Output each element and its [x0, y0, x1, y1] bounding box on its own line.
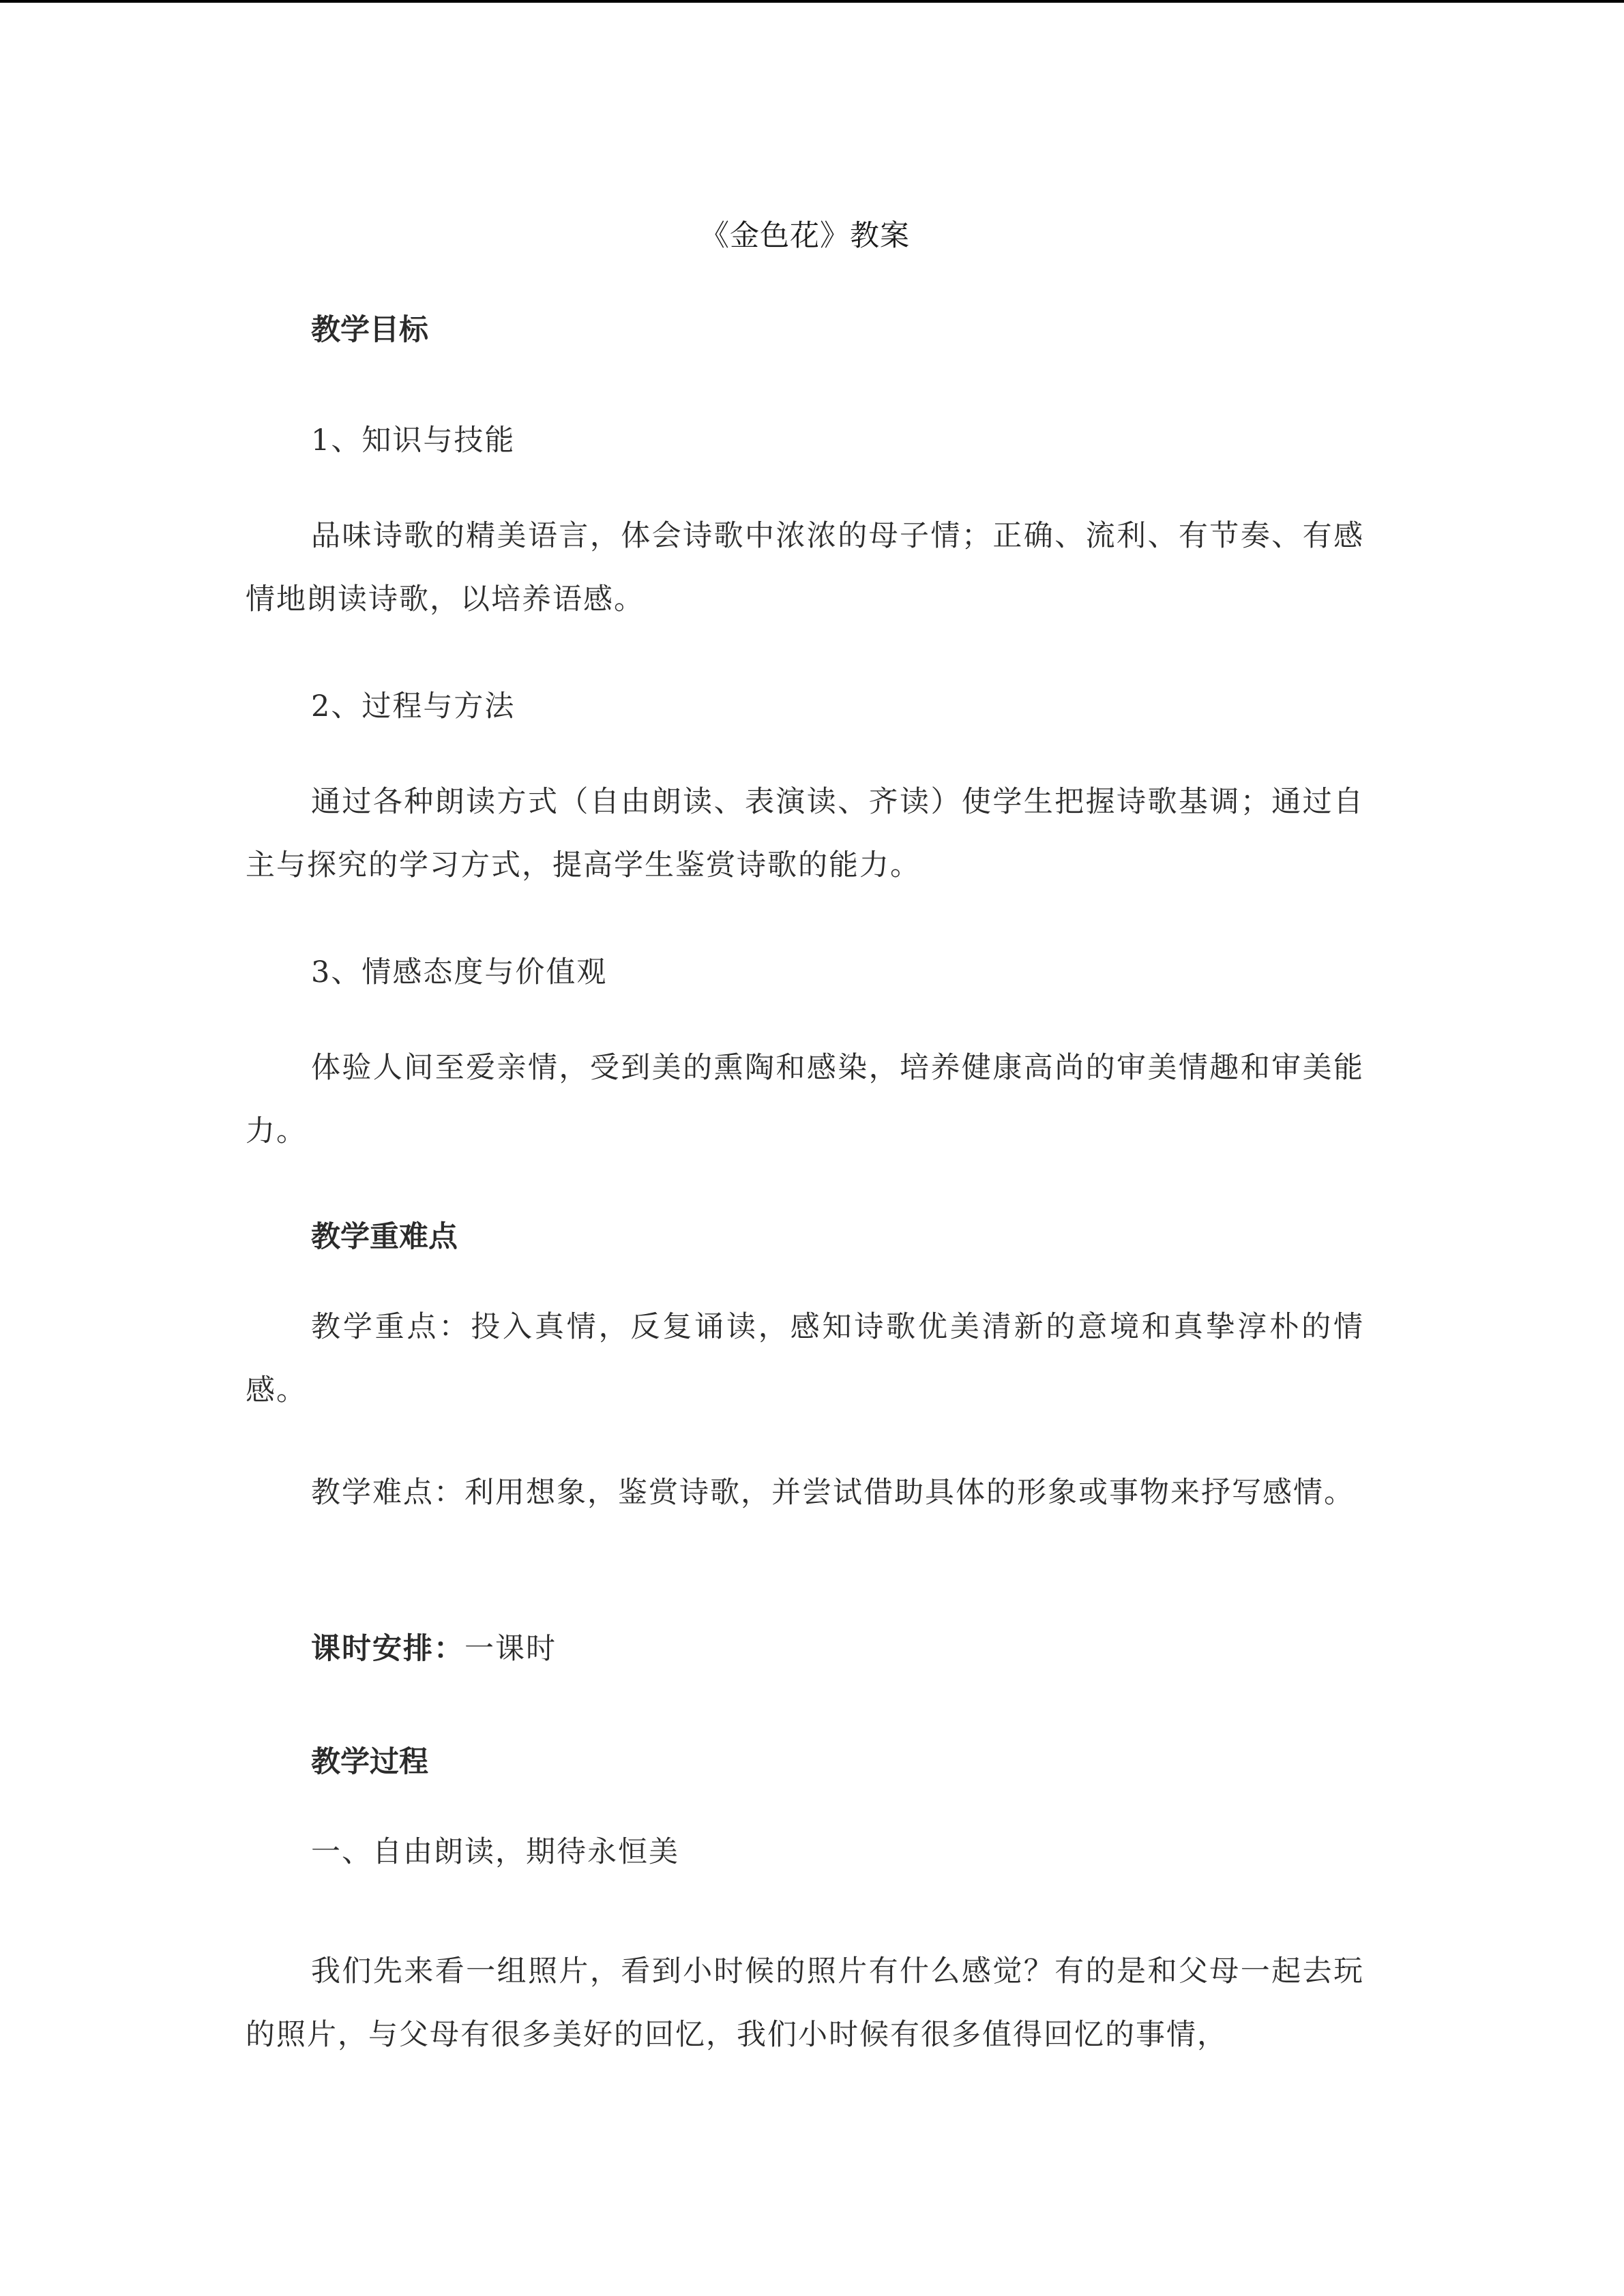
- goal2-title: 2、过程与方法: [311, 689, 516, 724]
- page-top-border: [0, 0, 1624, 3]
- goal3-title: 3、情感态度与价值观: [311, 955, 608, 989]
- keypoints-heading-block: [246, 1214, 1364, 1255]
- keypoint-focus-text: 教学重点：投入真情，反复诵读，感知诗歌优美清新的意境和真挚淳朴的情感。: [246, 1310, 1364, 1407]
- step1-text-block: [246, 1940, 1364, 2067]
- goal1-title: 1、知识与技能: [311, 423, 516, 458]
- document-title: 《金色花》教案: [700, 219, 910, 253]
- goal2-text-block: [246, 771, 1364, 897]
- section-heading-goals: 教学目标: [311, 313, 428, 347]
- step1-title-block: [246, 1821, 1364, 1884]
- goal3-title-block: [246, 941, 1364, 1004]
- goal2-text: 通过各种朗读方式（自由朗读、表演读、齐读）使学生把握诗歌基调；通过自主与探究的学习方式，提高学生鉴赏诗歌的能力。: [246, 785, 1364, 882]
- section-heading-keypoints: 教学重难点: [311, 1220, 458, 1254]
- goal1-title-block: [246, 409, 1364, 473]
- goal3-text: 体验人间至爱亲情，受到美的熏陶和感染，培养健康高尚的审美情趣和审美能力。: [246, 1051, 1364, 1148]
- goal1-text-block: [246, 505, 1364, 631]
- step1-text: 我们先来看一组照片，看到小时候的照片有什么感觉？有的是和父母一起去玩的照片，与父母有很多美好的回忆，我们小时候有很多值得回忆的事情，: [246, 1954, 1364, 2052]
- goal1-text: 品味诗歌的精美语言，体会诗歌中浓浓的母子情；正确、流利、有节奏、有感情地朗读诗歌，以培养语感。: [246, 519, 1364, 616]
- goal3-text-block: [246, 1037, 1364, 1163]
- goals-heading-block: [246, 307, 1364, 348]
- step1-title: 一、自由朗读，期待永恒美: [311, 1835, 679, 1869]
- keypoint-focus-block: [246, 1296, 1364, 1422]
- keypoint-difficulty-text: 教学难点：利用想象，鉴赏诗歌，并尝试借助具体的形象或事物来抒写感情。: [311, 1476, 1355, 1510]
- schedule-line: [246, 1617, 1364, 1681]
- schedule-label: 课时安排：: [311, 1632, 464, 1666]
- schedule-value: 一课时: [464, 1632, 557, 1666]
- keypoint-difficulty-block: [246, 1461, 1364, 1525]
- schedule-block: [246, 1617, 1364, 1681]
- document-title-block: [246, 205, 1364, 254]
- process-heading-block: [246, 1739, 1364, 1780]
- goal2-title-block: [246, 675, 1364, 739]
- section-heading-process: 教学过程: [311, 1745, 428, 1779]
